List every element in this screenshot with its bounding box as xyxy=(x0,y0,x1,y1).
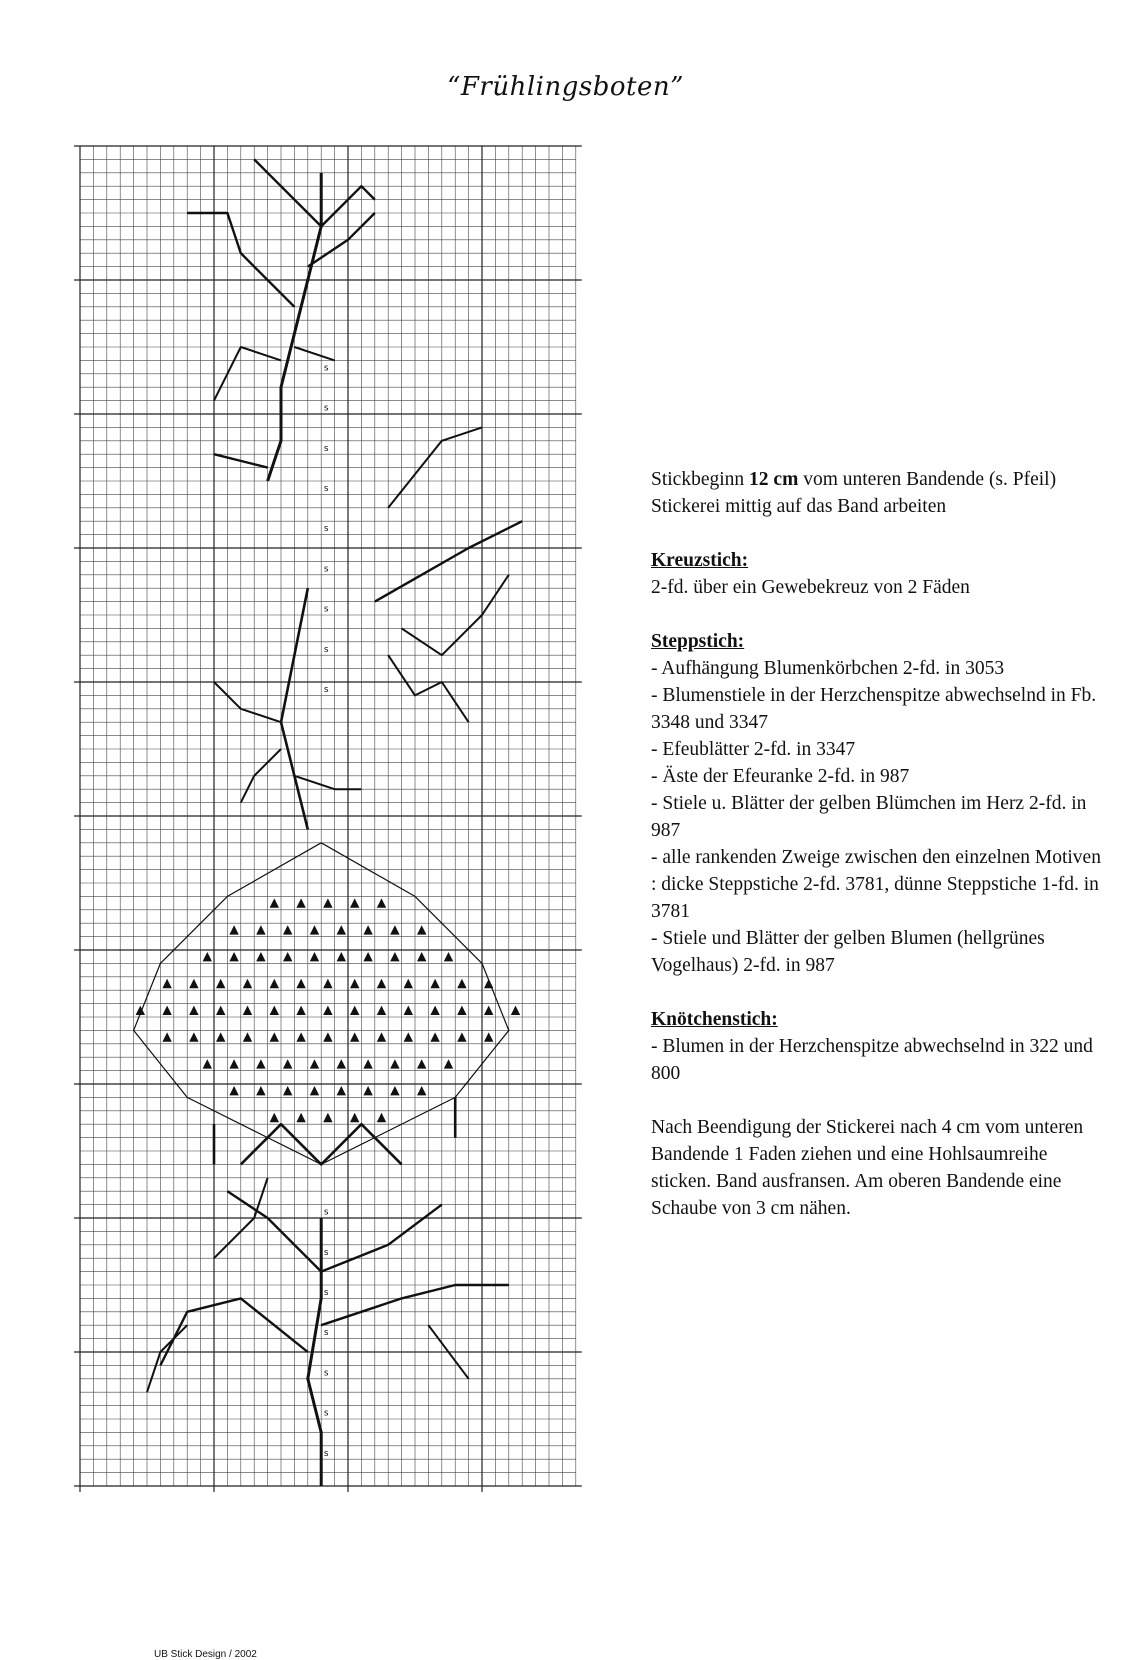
symbol-s: s xyxy=(323,1247,329,1258)
triangle-symbol xyxy=(283,952,292,961)
triangle-symbol xyxy=(377,1006,386,1015)
symbol-s: s xyxy=(323,403,329,414)
intro-distance: 12 cm xyxy=(749,469,799,490)
symbol-s: s xyxy=(323,1448,329,1459)
triangle-symbol xyxy=(350,1032,359,1041)
steppstich-heading: Steppstich: xyxy=(651,631,745,652)
triangle-symbol xyxy=(390,925,399,934)
intro-paragraph xyxy=(651,466,1101,520)
triangle-symbol xyxy=(377,1032,386,1041)
triangle-symbol xyxy=(484,979,493,988)
triangle-symbol xyxy=(283,925,292,934)
triangle-symbol xyxy=(162,1006,171,1015)
triangle-symbol xyxy=(390,952,399,961)
triangle-symbol xyxy=(337,1059,346,1068)
symbol-s: s xyxy=(323,443,329,454)
knoetchenstich-line: - Blumen in der Herzchenspitze abwechselnd in 322 und 800 xyxy=(651,1036,1093,1084)
triangle-symbol xyxy=(256,952,265,961)
triangle-symbol xyxy=(270,1006,279,1015)
triangle-symbol xyxy=(216,979,225,988)
triangle-symbol xyxy=(337,952,346,961)
triangle-symbol xyxy=(189,979,198,988)
triangle-symbol xyxy=(323,1113,332,1122)
page-title: “Frühlingsboten” xyxy=(447,72,684,102)
triangle-symbol xyxy=(377,898,386,907)
triangle-symbol xyxy=(162,979,171,988)
steppstich-item: - Efeublätter 2-fd. in 3347 xyxy=(651,739,856,760)
symbol-s: s xyxy=(323,363,329,374)
triangle-symbol xyxy=(216,1006,225,1015)
triangle-symbol xyxy=(296,1006,305,1015)
triangle-symbol xyxy=(350,1006,359,1015)
triangle-symbol xyxy=(310,1086,319,1095)
triangle-symbol xyxy=(243,979,252,988)
triangle-symbol xyxy=(350,898,359,907)
triangle-symbol xyxy=(296,898,305,907)
triangle-symbol xyxy=(323,1006,332,1015)
triangle-symbol xyxy=(377,1113,386,1122)
triangle-symbol xyxy=(363,925,372,934)
chart-credit: UB Stick Design / 2002 xyxy=(154,1649,257,1660)
symbol-s: s xyxy=(323,685,329,695)
triangle-symbol xyxy=(270,1032,279,1041)
triangle-symbol xyxy=(270,1113,279,1122)
triangle-symbol xyxy=(310,1059,319,1068)
steppstich-item: - Aufhängung Blumenkörbchen 2-fd. in 3053 xyxy=(651,658,1005,679)
triangle-symbol xyxy=(511,1006,520,1015)
triangle-symbol xyxy=(337,925,346,934)
triangle-symbol xyxy=(363,1059,372,1068)
triangle-symbol xyxy=(256,925,265,934)
triangle-symbol xyxy=(256,1059,265,1068)
chart-grid xyxy=(72,140,582,1520)
triangle-symbol xyxy=(296,979,305,988)
symbol-s: s xyxy=(323,484,329,494)
symbol-s: s xyxy=(323,524,329,535)
triangle-symbol xyxy=(203,1059,212,1068)
steppstich-item: - Stiele und Blätter der gelben Blumen (hellgrünes Vogelhaus) 2-fd. in 987 xyxy=(651,928,1045,976)
triangle-symbol xyxy=(189,1006,198,1015)
backstitch-branch xyxy=(321,1205,442,1272)
triangle-symbol xyxy=(363,952,372,961)
triangle-symbol xyxy=(350,1113,359,1122)
triangle-symbol xyxy=(363,1086,372,1095)
triangle-symbol xyxy=(377,979,386,988)
triangle-symbol xyxy=(457,1006,466,1015)
backstitch-branch xyxy=(160,1298,307,1365)
triangle-symbol xyxy=(323,898,332,907)
triangle-symbol xyxy=(270,898,279,907)
knoetchenstich-heading: Knötchenstich: xyxy=(651,1009,778,1030)
triangle-symbol xyxy=(430,979,439,988)
triangle-symbol xyxy=(484,1006,493,1015)
triangle-symbol xyxy=(229,1086,238,1095)
triangle-symbol xyxy=(417,1086,426,1095)
triangle-symbol xyxy=(323,979,332,988)
triangle-symbol xyxy=(404,1032,413,1041)
triangle-symbol xyxy=(404,979,413,988)
triangle-symbol xyxy=(417,952,426,961)
triangle-symbol xyxy=(390,1086,399,1095)
symbol-s: s xyxy=(323,1408,329,1419)
instructions xyxy=(651,466,1101,1222)
symbol-s: s xyxy=(323,1207,329,1218)
triangle-symbol xyxy=(283,1086,292,1095)
triangle-symbol xyxy=(444,1059,453,1068)
symbol-s: s xyxy=(323,564,329,575)
triangle-symbol xyxy=(417,925,426,934)
triangle-symbol xyxy=(283,1059,292,1068)
triangle-symbol xyxy=(310,925,319,934)
backstitch-branch xyxy=(214,682,281,722)
triangle-symbol xyxy=(457,979,466,988)
triangle-symbol xyxy=(203,952,212,961)
steppstich-item: - Äste der Efeuranke 2-fd. in 987 xyxy=(651,766,910,787)
triangle-symbol xyxy=(216,1032,225,1041)
triangle-symbol xyxy=(457,1032,466,1041)
triangle-symbol xyxy=(243,1032,252,1041)
triangle-symbol xyxy=(296,1113,305,1122)
triangle-symbol xyxy=(229,1059,238,1068)
triangle-symbol xyxy=(484,1032,493,1041)
closing-paragraph: Nach Beendigung der Stickerei nach 4 cm vom unteren Bandende 1 Faden ziehen und eine Hohlsaumreihe sticken. Band ausfransen. Am oberen Bandende eine Schaube von 3 cm nähen. xyxy=(651,1117,1084,1219)
triangle-symbol xyxy=(350,979,359,988)
triangle-symbol xyxy=(229,925,238,934)
triangle-symbol xyxy=(417,1059,426,1068)
triangle-symbol xyxy=(162,1032,171,1041)
symbol-s: s xyxy=(323,1288,329,1298)
steppstich-item: - alle rankenden Zweige zwischen den einzelnen Motiven : dicke Steppstiche 2-fd. 3781, dünne Steppstiche 1-fd. in 3781 xyxy=(651,847,1101,922)
triangle-symbol xyxy=(444,952,453,961)
backstitch-branch xyxy=(254,159,321,226)
intro-text-2: vom unteren Bandende (s. Pfeil) Stickerei mittig auf das Band arbeiten xyxy=(651,469,1057,517)
symbol-s: s xyxy=(323,644,329,655)
triangle-symbol xyxy=(323,1032,332,1041)
triangle-symbol xyxy=(296,1032,305,1041)
triangle-symbol xyxy=(337,1086,346,1095)
triangle-symbol xyxy=(310,952,319,961)
triangle-symbol xyxy=(430,1006,439,1015)
steppstich-item: - Stiele u. Blätter der gelben Blümchen im Herz 2-fd. in 987 xyxy=(651,793,1087,841)
triangle-symbol xyxy=(390,1059,399,1068)
intro-text-1: Stickbeginn xyxy=(651,469,750,490)
triangle-symbol xyxy=(243,1006,252,1015)
backstitch-branch xyxy=(147,1325,187,1392)
kreuzstich-heading: Kreuzstich: xyxy=(651,550,749,571)
cross-stitch-chart xyxy=(72,140,582,1660)
symbol-s: s xyxy=(323,604,329,615)
triangle-symbol xyxy=(189,1032,198,1041)
triangle-symbol xyxy=(404,1006,413,1015)
symbol-s: s xyxy=(323,1328,329,1339)
steppstich-list xyxy=(651,655,1101,979)
symbol-s: s xyxy=(323,1368,329,1379)
steppstich-item: - Blumenstiele in der Herzchenspitze abwechselnd in Fb. 3348 und 3347 xyxy=(651,685,1097,733)
triangle-symbol xyxy=(229,952,238,961)
backstitch-branch xyxy=(294,776,361,789)
backstitch-branch xyxy=(294,347,334,360)
triangle-symbol xyxy=(256,1086,265,1095)
kreuzstich-line: 2-fd. über ein Gewebekreuz von 2 Fäden xyxy=(651,577,970,598)
triangle-symbol xyxy=(430,1032,439,1041)
triangle-symbol xyxy=(270,979,279,988)
